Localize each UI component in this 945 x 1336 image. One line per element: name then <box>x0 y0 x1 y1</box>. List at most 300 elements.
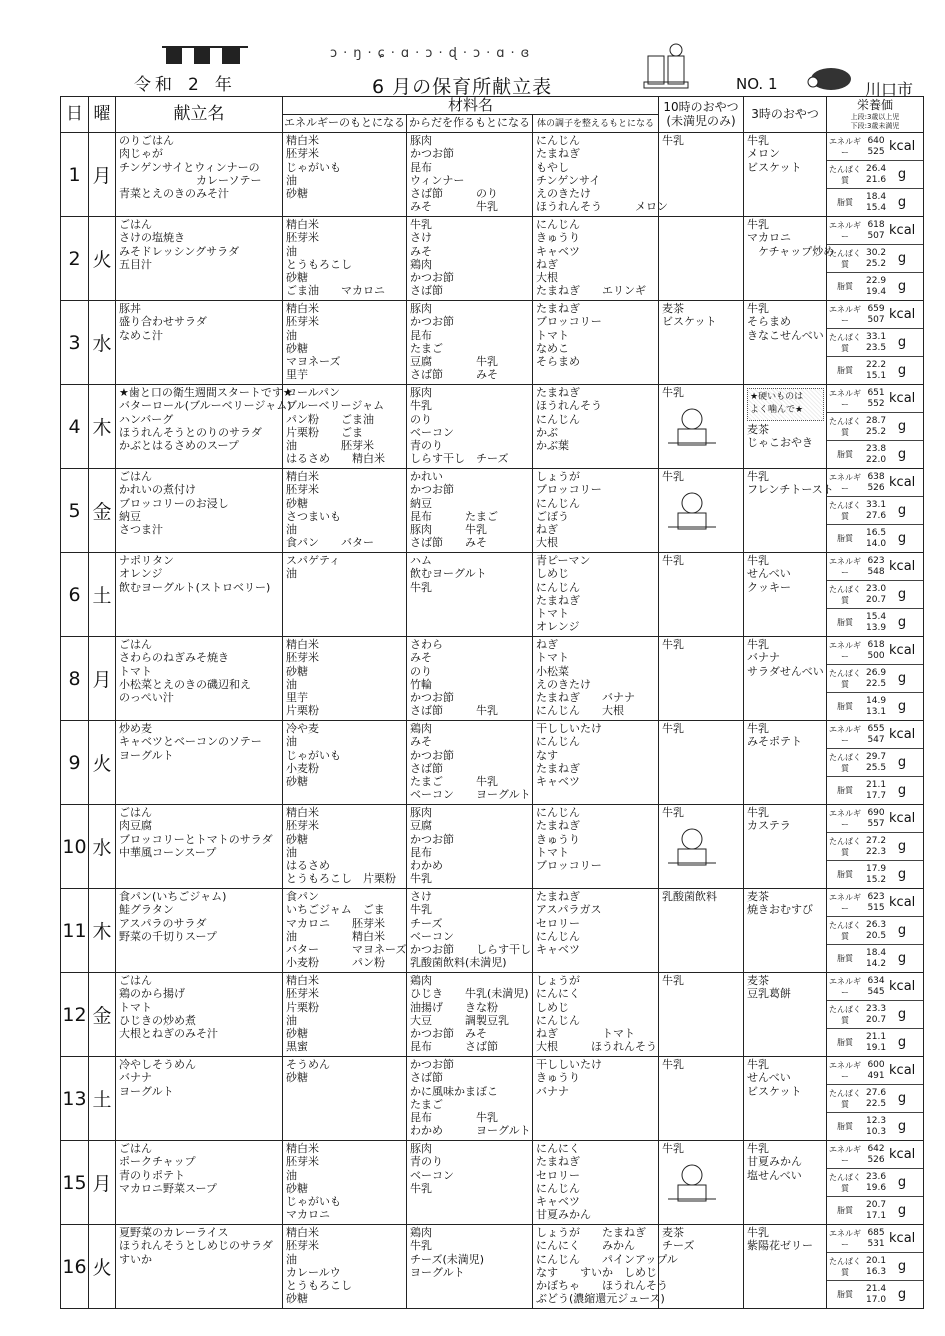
menu-item: なめこ汁 <box>119 328 163 342</box>
ingredient-item: オレンジ <box>536 620 580 634</box>
value-under3: 17.7 <box>866 790 887 801</box>
value-under3: 526 <box>867 482 885 493</box>
nutrition-label: たんぱく質 <box>829 668 862 689</box>
snack-item: 牛乳 <box>662 134 685 148</box>
col-nutrition <box>827 97 924 133</box>
nutrition-values <box>863 360 889 382</box>
ingredient-item: キャベツ <box>536 1195 580 1209</box>
ingredient-item: ロールパン <box>286 386 341 400</box>
snack-item: ケチャップ炒め <box>747 244 835 258</box>
menu-item: チンゲンサイとウィンナーの <box>119 160 260 174</box>
ingredient-item: にんじん <box>536 496 580 510</box>
nutrition-unit: g <box>897 951 907 967</box>
value-3plus: 27.6 <box>866 1087 887 1098</box>
menu-item: キャベツとベーコンのソテー <box>119 735 262 749</box>
weekday: 月 <box>89 133 116 217</box>
snack-item: 塩せんべい <box>747 1168 802 1182</box>
menu-item: 豚丼 <box>119 302 141 316</box>
snack-item: 牛乳 <box>747 806 770 820</box>
ingredient-item: みそ <box>410 651 432 665</box>
ingredient-item: 砂糖 <box>286 664 308 678</box>
ingredient-item: わかめ ヨーグルト <box>410 1124 531 1138</box>
nutrition-unit: kcal <box>889 727 916 743</box>
nutrition-protein <box>827 581 923 609</box>
ingredient-item: 油 <box>286 677 297 691</box>
value-under3: 22.5 <box>866 678 887 689</box>
snack-item: 牛乳 <box>747 638 770 652</box>
snack-item: 麦茶 <box>662 1226 685 1240</box>
ingredient-item: はるさめ <box>286 859 330 873</box>
value-under3: 19.6 <box>866 1182 887 1193</box>
nutrition-values <box>863 1060 889 1082</box>
value-under3: 17.0 <box>866 1294 887 1305</box>
ingredient-item: さけ <box>410 231 432 245</box>
nutrition-energy <box>827 469 923 497</box>
day-number: 9 <box>61 721 89 805</box>
nutrition-protein <box>827 329 923 357</box>
condition-ingredients <box>533 133 668 217</box>
value-3plus: 651 <box>867 387 885 398</box>
energy-ingredients <box>283 385 407 469</box>
ingredient-item: 豚肉 <box>410 302 432 316</box>
city-name: 川口市 <box>865 80 914 99</box>
ingredient-item: 油揚げ きな粉 <box>410 1000 498 1014</box>
ingredient-item: にんにく <box>536 1142 580 1156</box>
value-under3: 545 <box>867 986 885 997</box>
menu-item: 肉豆腐 <box>119 819 152 833</box>
col-snack10-sub: (未満児のみ) <box>666 113 736 128</box>
ingredient-item: さつまいも <box>286 509 341 523</box>
day-number: 10 <box>61 805 89 889</box>
ingredient-item: きゅうり <box>536 1071 580 1085</box>
weekday: 土 <box>89 1057 116 1141</box>
year-suffix: 年 <box>214 75 236 95</box>
nutrition-unit: kcal <box>889 979 916 995</box>
menu-item: さわらのねぎみそ焼き <box>119 651 229 665</box>
snack-item: せんべい <box>747 567 791 581</box>
nutrition-fat <box>827 609 923 636</box>
menu-cell <box>116 553 283 637</box>
menu-item: ヨーグルト <box>119 748 174 762</box>
ingredient-item: かつお節 みそ <box>410 1027 487 1041</box>
table-row <box>61 469 924 553</box>
menu-cell <box>116 637 283 721</box>
nutrition-cell <box>827 1225 924 1309</box>
snack-item: 麦茶 <box>747 422 770 436</box>
ingredient-item: マヨネーズ <box>286 355 341 369</box>
ingredient-item: ごま油 マカロニ <box>286 284 385 298</box>
ingredient-item: 油 <box>286 173 297 187</box>
snack-item: 牛乳 <box>747 1226 770 1240</box>
nutrition-values <box>863 472 889 494</box>
value-3plus: 690 <box>867 807 885 818</box>
nutrition-values <box>863 1088 889 1110</box>
ingredient-item: ブルーベリージャム <box>286 399 385 413</box>
menu-item: 大根とねぎのみそ汁 <box>119 1027 218 1041</box>
snack-item: 牛乳 <box>747 302 770 316</box>
ingredient-item: 精白米 <box>286 470 319 484</box>
day-number: 8 <box>61 637 89 721</box>
energy-ingredients <box>283 469 407 553</box>
menu-item: 鮭グラタン <box>119 903 174 917</box>
nutrition-values <box>863 1116 889 1138</box>
value-3plus: 21.1 <box>866 779 887 790</box>
ingredient-item: 鶏肉 <box>410 722 432 736</box>
ingredient-item: 鶏肉 <box>410 1226 432 1240</box>
snack-item: 紫陽花ゼリー <box>747 1239 814 1253</box>
snack-item: カステラ <box>747 819 791 833</box>
nutrition-unit: g <box>897 195 907 211</box>
nutrition-unit: g <box>897 363 907 379</box>
nutrition-unit: kcal <box>889 1231 916 1247</box>
nutrition-energy <box>827 385 923 413</box>
ingredient-item: さば節 みそ <box>410 368 498 382</box>
snack3-cell <box>744 889 827 973</box>
snack-item: 牛乳 <box>747 134 770 148</box>
snack3-cell <box>744 553 827 637</box>
nutrition-label: エネルギー <box>829 1228 862 1249</box>
ingredient-item: たまねぎ エリンギ <box>536 284 646 298</box>
condition-ingredients <box>533 805 659 889</box>
ingredient-item: はるさめ 精白米 <box>286 452 385 466</box>
snack-item: ビスケット <box>747 160 802 174</box>
nutrition-unit: g <box>897 587 907 603</box>
nutrition-values <box>863 584 889 606</box>
table-row <box>61 1057 924 1141</box>
ingredient-item: 黒蜜 <box>286 1040 308 1054</box>
nutrition-unit: g <box>897 1287 907 1303</box>
menu-item: 五目汁 <box>119 257 152 271</box>
ingredient-item: 食パン <box>286 890 319 904</box>
menu-item: さけの塩焼き <box>119 231 185 245</box>
menu-item: マカロニ野菜スープ <box>119 1181 217 1195</box>
ingredient-item: 油 <box>286 328 297 342</box>
condition-ingredients <box>533 469 659 553</box>
ingredient-item: 大根 <box>536 271 558 285</box>
ingredient-item: にんじん <box>536 1013 580 1027</box>
ingredient-item: 胚芽米 <box>286 483 319 497</box>
year-value: 2 <box>188 75 203 95</box>
table-row <box>61 889 924 973</box>
value-under3: 20.7 <box>866 594 887 605</box>
value-3plus: 28.7 <box>866 415 887 426</box>
energy-ingredients <box>283 805 407 889</box>
value-under3: 27.6 <box>866 510 887 521</box>
nutrition-values <box>863 780 889 802</box>
snack-item: 牛乳 <box>747 554 770 568</box>
ingredient-item: とうもろこし <box>286 1279 352 1293</box>
nutrition-unit: kcal <box>889 391 916 407</box>
ingredient-item: 昆布 <box>410 160 432 174</box>
ingredient-item: カレールウ <box>286 1265 341 1279</box>
snack-item: そらまめ <box>747 315 792 329</box>
menu-item: 飲むヨーグルト(ストロベリー) <box>119 580 271 594</box>
nutrition-unit: g <box>897 783 907 799</box>
ingredient-item: 精白米 <box>286 134 319 148</box>
body-ingredients <box>407 637 533 721</box>
nutrition-protein <box>827 665 923 693</box>
value-under3: 20.7 <box>866 1014 887 1025</box>
body-ingredients <box>407 133 533 217</box>
value-under3: 19.1 <box>866 1042 887 1053</box>
ingredient-item: ごぼう <box>536 509 569 523</box>
snack-item: メロン <box>747 147 781 161</box>
condition-ingredients <box>533 217 659 301</box>
ingredient-item: 胚芽米 <box>286 987 319 1001</box>
nutrition-values <box>863 1228 889 1250</box>
value-3plus: 20.1 <box>866 1255 887 1266</box>
ingredient-item: かぶ葉 <box>536 439 569 453</box>
day-number: 13 <box>61 1057 89 1141</box>
ingredient-item: 油 <box>286 523 297 537</box>
ingredient-item: じゃがいも <box>286 160 341 174</box>
menu-item: ほうれんそうとのりのサラダ <box>119 425 262 439</box>
value-3plus: 22.9 <box>866 275 887 286</box>
ingredient-item: キャベツ <box>536 244 580 258</box>
value-under3: 525 <box>867 146 885 157</box>
ingredient-item: にんじん <box>536 806 580 820</box>
table-row <box>61 1141 924 1225</box>
body-ingredients <box>407 385 533 469</box>
nutrition-energy <box>827 301 923 329</box>
nutrition-label: 脂質 <box>837 702 854 712</box>
hedgehog-icon <box>805 62 855 92</box>
energy-ingredients <box>283 637 407 721</box>
nutrition-label: エネルギー <box>829 976 862 997</box>
menu-item: アスパラのサラダ <box>119 916 207 930</box>
nutrition-values <box>863 500 889 522</box>
condition-ingredients <box>533 889 659 973</box>
ingredient-item: 砂糖 <box>286 496 308 510</box>
nutrition-values <box>863 136 889 158</box>
snack-item: 牛乳 <box>662 1142 685 1156</box>
condition-ingredients <box>533 553 659 637</box>
nutrition-label: たんぱく質 <box>829 752 862 773</box>
ingredient-item: のり <box>410 664 432 678</box>
ingredient-item: なす <box>536 748 558 762</box>
menu-table <box>60 96 924 1309</box>
body-ingredients <box>407 721 533 805</box>
value-under3: 515 <box>867 902 885 913</box>
ingredient-item: かつお節 <box>410 483 454 497</box>
umbrella-icon <box>662 1159 722 1203</box>
nutrition-label: たんぱく質 <box>829 500 862 521</box>
menu-item: ごはん <box>119 470 152 484</box>
nutrition-energy <box>827 133 923 161</box>
ingredient-item: しめじ <box>536 567 569 581</box>
value-under3: 25.2 <box>866 258 887 269</box>
value-3plus: 29.7 <box>866 751 887 762</box>
ingredient-item: 昆布 牛乳 <box>410 1111 498 1125</box>
nutrition-unit: g <box>897 1007 907 1023</box>
value-3plus: 618 <box>867 639 885 650</box>
value-under3: 548 <box>867 566 885 577</box>
value-under3: 23.5 <box>866 342 887 353</box>
menu-item: ポークチャップ <box>119 1155 196 1169</box>
value-3plus: 27.2 <box>866 835 887 846</box>
col-weekday: 曜 <box>89 97 116 133</box>
nutrition-energy <box>827 553 923 581</box>
day-number: 11 <box>61 889 89 973</box>
ingredient-item: バター マヨネーズ <box>286 943 407 957</box>
nutrition-cell <box>827 973 924 1057</box>
body-ingredients <box>407 1141 533 1225</box>
nutrition-energy <box>827 805 923 833</box>
value-under3: 547 <box>867 734 885 745</box>
nutrition-values <box>863 1284 889 1306</box>
nutrition-values <box>863 444 889 466</box>
ingredient-item: 青ピーマン <box>536 554 591 568</box>
nutrition-label: 脂質 <box>837 366 854 376</box>
table-row <box>61 301 924 385</box>
nutrition-cell <box>827 385 924 469</box>
ingredient-item: 精白米 <box>286 302 319 316</box>
nutrition-values <box>863 668 889 690</box>
menu-item: さつま汁 <box>119 523 163 537</box>
menu-item: 青菜とえのきのみそ汁 <box>119 187 229 201</box>
ingredient-item: しょうが <box>536 974 580 988</box>
ingredient-item: にんじん <box>536 929 580 943</box>
nutrition-values <box>863 1256 889 1278</box>
nutrition-values <box>863 612 889 634</box>
ingredient-item: たまねぎ <box>536 147 580 161</box>
menu-cell <box>116 385 293 469</box>
weekday: 金 <box>89 973 116 1057</box>
value-3plus: 18.4 <box>866 947 887 958</box>
era-label: 令和 <box>134 75 176 95</box>
ingredient-item: 小麦粉 パン粉 <box>286 956 385 970</box>
ingredient-item: たまねぎ <box>536 302 580 316</box>
ingredient-item: しょうが <box>536 470 580 484</box>
col-body: からだを作るもとになる <box>407 115 533 133</box>
col-nutrition-label: 栄養価 <box>857 97 894 112</box>
body-ingredients <box>407 469 533 553</box>
ingredient-item: にんにく みかん <box>536 1239 635 1253</box>
nutrition-unit: kcal <box>889 895 916 911</box>
nutrition-label: たんぱく質 <box>829 248 862 269</box>
ingredient-item: 精白米 <box>286 638 319 652</box>
menu-item: みそドレッシングサラダ <box>119 244 240 258</box>
menu-cell <box>116 1225 283 1309</box>
nutrition-unit: g <box>897 671 907 687</box>
menu-cell <box>116 1057 283 1141</box>
menu-item: カレーソテー <box>119 173 262 187</box>
snack3-cell <box>744 385 827 469</box>
ingredient-item: アスパラガス <box>536 903 602 917</box>
ingredient-item: トマト <box>536 651 569 665</box>
weekday: 木 <box>89 889 116 973</box>
nutrition-unit: kcal <box>889 559 916 575</box>
snack-item: バナナ <box>747 651 781 665</box>
nutrition-protein <box>827 749 923 777</box>
col-ingredients: 材料名 <box>283 97 659 115</box>
ingredient-item: さわら <box>410 638 443 652</box>
value-under3: 19.4 <box>866 286 887 297</box>
toothbrush-cup-icon <box>662 403 722 447</box>
nutrition-label: エネルギー <box>829 136 862 157</box>
condition-ingredients <box>533 973 659 1057</box>
snack-item: 牛乳 <box>662 554 685 568</box>
ingredient-item: さけ <box>410 890 432 904</box>
ingredient-item: 砂糖 <box>286 1027 308 1041</box>
ingredient-item: さば節 <box>410 284 443 298</box>
nutrition-label: 脂質 <box>837 282 854 292</box>
value-under3: 557 <box>867 818 885 829</box>
ingredient-item: のり <box>410 412 432 426</box>
col-snack3: 3時のおやつ <box>744 97 827 133</box>
nutrition-label: エネルギー <box>829 388 862 409</box>
ingredient-item: ブロッコリー <box>536 483 602 497</box>
ingredient-item: セロリー <box>536 1168 580 1182</box>
nutrition-unit: g <box>897 167 907 183</box>
snack-item: 牛乳 <box>662 470 685 484</box>
nutrition-cell <box>827 553 924 637</box>
menu-cell <box>116 973 283 1057</box>
snack3-cell <box>744 133 827 217</box>
snack-item: 牛乳 <box>747 470 770 484</box>
nutrition-energy <box>827 1141 923 1169</box>
ingredient-item: トマト <box>536 328 569 342</box>
ingredient-item: じゃがいも <box>286 748 341 762</box>
ingredient-item: 精白米 <box>286 1226 319 1240</box>
snack-item: 牛乳 <box>662 722 685 736</box>
snack-item: みそポテト <box>747 735 803 749</box>
value-under3: 20.5 <box>866 930 887 941</box>
energy-ingredients <box>283 301 407 385</box>
nutrition-cell <box>827 301 924 385</box>
menu-cell <box>116 217 283 301</box>
ingredient-item: ぶどう(濃縮還元ジュース) <box>536 1292 665 1306</box>
nutrition-values <box>863 640 889 662</box>
nutrition-values <box>863 248 889 270</box>
nutrition-cell <box>827 889 924 973</box>
snack-item: サラダせんべい <box>747 664 824 678</box>
ingredient-item: さば節 <box>410 1071 443 1085</box>
nutrition-unit: g <box>897 615 907 631</box>
ingredient-item: たまねぎ <box>536 761 580 775</box>
value-3plus: 21.1 <box>866 1031 887 1042</box>
weekday: 水 <box>89 301 116 385</box>
energy-ingredients <box>283 1225 407 1309</box>
value-3plus: 618 <box>867 219 885 230</box>
ingredient-item: 里芋 <box>286 691 308 705</box>
rain-frogs-icon <box>662 823 722 867</box>
menu-item: 鶏のから揚げ <box>119 987 185 1001</box>
menu-item: 小松菜とえのきの磯辺和え <box>119 677 251 691</box>
ingredient-item: ねぎ <box>536 638 558 652</box>
nutrition-unit: g <box>897 1119 907 1135</box>
table-row <box>61 721 924 805</box>
table-row <box>61 133 924 217</box>
sheet-number: NO. 1 <box>736 75 778 93</box>
ingredient-item: 乳酸菌飲料(未満児) <box>410 956 507 970</box>
ingredient-item: 胚芽米 <box>286 231 319 245</box>
menu-item: ほうれんそうとしめじのサラダ <box>119 1239 273 1253</box>
nutrition-energy <box>827 1225 923 1253</box>
nutrition-unit: g <box>897 1259 907 1275</box>
ingredient-item: かぶ <box>536 425 558 439</box>
ingredient-item: わかめ <box>410 859 443 873</box>
snack-item: フレンチトースト <box>747 483 834 497</box>
ingredient-item: ヨーグルト <box>410 1265 465 1279</box>
ingredient-item: トマト <box>536 845 569 859</box>
menu-cell <box>116 721 283 805</box>
nutrition-label: 脂質 <box>837 534 854 544</box>
ingredient-item: 牛乳 <box>410 218 432 232</box>
menu-item: のりごはん <box>119 134 174 148</box>
snack10-cell <box>659 805 744 889</box>
nutrition-protein <box>827 1001 923 1029</box>
